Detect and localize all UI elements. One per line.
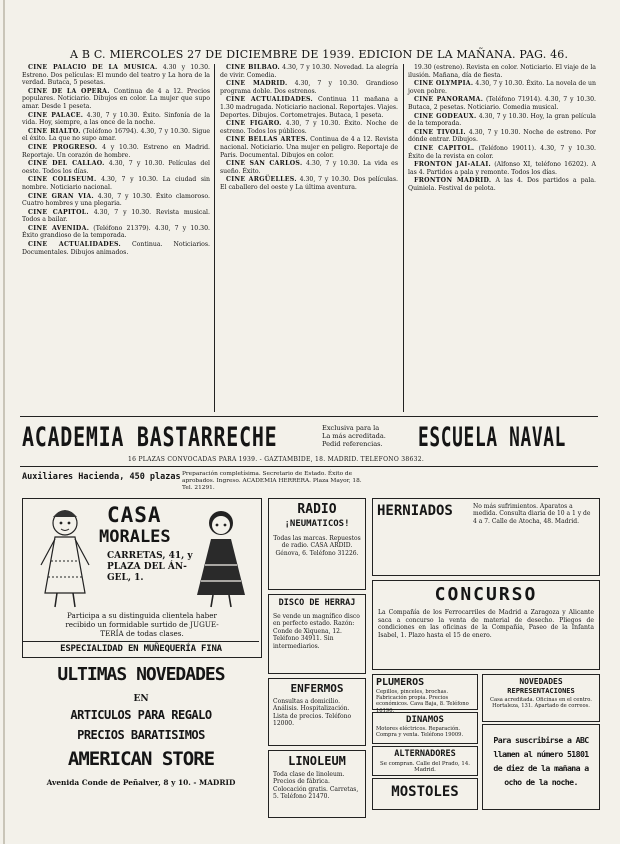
- listing-entry: [22, 209, 210, 224]
- listing-entry-title: FRONTON MADRID.: [414, 177, 492, 185]
- alternadores-title: ALTERNADORES: [394, 749, 456, 759]
- disco-title: DISCO DE HERRAJ: [278, 598, 356, 608]
- listing-entry-title: CINE ARGÜELLES.: [226, 176, 297, 184]
- listing-entry-title: CINE DEL CALLAO.: [28, 160, 105, 168]
- ultimas-address: Avenida Conde de Peñalver, 8 y 10. - MADRID: [46, 778, 236, 787]
- listing-entry-text: 4.30, 7 y 10.30. Dos películas. El caballero del oeste y La última aventura.: [220, 176, 398, 191]
- mostoles-ad: [372, 778, 478, 810]
- mostoles-title: MOSTOLES: [391, 784, 459, 800]
- listing-entry: [220, 64, 398, 79]
- listing-entry: [408, 80, 596, 95]
- listing-entry: [220, 176, 398, 191]
- ultimas-line-5: AMERICAN STORE: [67, 748, 215, 770]
- listing-entry-title: CINE ACTUALIDADES.: [226, 96, 313, 104]
- listing-entry: [408, 113, 596, 128]
- ultimas-line-2: EN: [133, 694, 149, 704]
- listings-column-1: [22, 64, 210, 412]
- column-divider: [214, 64, 215, 412]
- academia-mid-line: La más acreditada.: [322, 432, 386, 440]
- listing-entry-title: CINE BELLAS ARTES.: [226, 136, 308, 144]
- listing-entry: [408, 161, 596, 176]
- listing-entry-text: 4.30, 7 y 10.30. Grandioso programa doble. Dos estrenos.: [220, 80, 399, 95]
- listing-entry-title: CINE BILBAO.: [226, 64, 280, 71]
- listing-entry: [408, 145, 596, 160]
- suscripcion-line: Para suscribirse a ABC: [493, 735, 589, 745]
- novedades-text: Casa acreditada. Oficinas en el centro. Hortaleza, 131. Apartado de correos.: [490, 697, 592, 710]
- listing-entry-title: CINE CAPITOL.: [28, 208, 89, 216]
- listing-entry-title: CINE AVENIDA.: [28, 224, 90, 232]
- listing-entry-text: 4.30, 7 y 10.30. Éxito. Sinfonía de la vida. Hoy, siempre, a las once de la noche.: [22, 111, 211, 127]
- dinamos-text: Motores eléctricos. Reparación. Compra y venta. Teléfono 19009.: [376, 726, 464, 739]
- listing-entry: [22, 160, 210, 175]
- casa-morales-title-1: CASA: [107, 503, 162, 527]
- linoleum-ad: [268, 750, 366, 818]
- listing-entry-title: FRONTON JAI-ALAI.: [414, 161, 491, 169]
- address-line: CARRETAS, 41, y: [107, 551, 193, 561]
- casa-morales-ad: [22, 498, 262, 658]
- radio-title: RADIO: [297, 502, 337, 517]
- listing-entry-text: Continua. Noticiarios. Documentales. Dibujos animados.: [22, 241, 210, 256]
- alternadores-text: Se compran. Calle del Prado, 14. Madrid.: [380, 761, 470, 774]
- listing-entry: [22, 112, 210, 127]
- listing-entry-text: 4.30, 7 y 10.30. Éxito. La novela de un joven pobre.: [408, 80, 597, 95]
- academia-mid: [322, 424, 422, 448]
- linoleum-title: LINOLEUM: [288, 754, 346, 768]
- herniados-text: No más sufrimientos. Aparatos a medida. Consulta diaria de 10 a 1 y de 4 a 7. Calle de Atocha, 48. Madrid.: [473, 503, 591, 525]
- address-line: GEL, 1.: [107, 573, 144, 583]
- listing-entry-title: CINE PANORAMA.: [414, 96, 484, 104]
- listing-entry: [220, 80, 398, 95]
- dinamos-title: DINAMOS: [406, 715, 444, 725]
- listing-entry-title: CINE FIGARO.: [226, 120, 282, 128]
- novedades-title-2: REPRESENTACIONES: [507, 687, 575, 695]
- disco-text: Se vende un magnífico disco en perfecto estado. Razón: Conde de Xiquena, 12. Teléfono 34911. Sin intermediarios.: [273, 613, 360, 650]
- listing-entry: [220, 96, 398, 119]
- ultimas-line-3: ARTICULOS PARA REGALO: [70, 708, 212, 722]
- casa-morales-address: [107, 551, 193, 584]
- listings-column-2: [220, 64, 398, 412]
- listing-entry: [22, 88, 210, 111]
- listing-entry-title: CINE COLISEUM.: [28, 176, 97, 184]
- column-divider: [403, 64, 404, 412]
- concurso-title: CONCURSO: [434, 584, 538, 605]
- listing-entry-title: CINE ACTUALIDADES.: [28, 241, 121, 249]
- radio-ad: [268, 498, 366, 590]
- herniados-title: HERNIADOS: [377, 503, 453, 519]
- listing-entry-text: Continua de 4 a 12. Revista nacional. Noticiario. Una mujer en peligro. Reportaje de Paris. Documental. Dibujos en color.: [220, 136, 399, 159]
- listing-entry-text: 4.30, 7 y 10.30. Noche de estreno. Por dónde entrar. Dibujos.: [408, 128, 597, 144]
- listing-entry: [22, 144, 210, 159]
- listing-entry: [408, 177, 596, 192]
- listing-entry-text: 4.30, 7 y 10.30. Hoy, la gran película de la temporada.: [408, 112, 596, 128]
- listing-entry-text: 4.30, 7 y 10.30. Películas del oeste. Todos los días.: [22, 160, 211, 175]
- listing-entry-title: CINE PROGRESO.: [28, 143, 98, 151]
- listing-entry-text: 4.30 y 10.30. Estreno. Dos películas: El mundo del teatro y La hora de la verdad. Butaca, 5 pesetas.: [22, 64, 211, 87]
- listings-column-3: [408, 64, 596, 412]
- academia-subline: 16 PLAZAS CONVOCADAS PARA 1939. - GAZTAMBIDE, 18. MADRID. TELEFONO 38632.: [128, 456, 425, 463]
- page-edge-shadow: [3, 0, 5, 844]
- address-line: PLAZA DEL ÁN-: [107, 562, 187, 572]
- text-line: TERÍA de todas clases.: [100, 629, 184, 638]
- listing-entry-text: (Alfonso XI, teléfono 16202). A las 4. Partidos a pala y remonte. Todos los días.: [408, 161, 596, 176]
- listing-entry-text: 4.30, 7 y 10.30. Revista musical. Todos a bailar.: [22, 208, 210, 224]
- listing-entry-text: 4 y 10.30. Estreno en Madrid. Reportaje. Un corazón de hombre.: [22, 143, 211, 159]
- listing-entry: [22, 128, 210, 143]
- auxiliares-title: Auxiliares Hacienda, 450 plazas: [22, 472, 181, 482]
- linoleum-text: Toda clase de linoleum. Precios de fábrica. Colocación gratis. Carretas, 5. Teléfono 21470.: [273, 771, 359, 801]
- text-line: recibido un formidable surtido de JUGUE-: [65, 620, 219, 629]
- enfermos-text: Consultas a domicilio. Análisis. Hospitalización. Lista de precios. Teléfono 12000.: [273, 698, 352, 728]
- listing-entry: [22, 241, 210, 256]
- auxiliares-text: Preparación completísima. Secretario de Estado. Éxito de aprobados. Ingreso. ACADEMIA HERRERA. Plaza Mayor, 18. Tel. 21291.: [182, 471, 362, 491]
- listing-entry: [220, 120, 398, 135]
- doll-illustration-left: [37, 505, 93, 609]
- listing-entry: [408, 129, 596, 144]
- academia-mid-line: Exclusiva para la: [322, 424, 380, 432]
- listing-entry: [220, 136, 398, 159]
- listing-entry-text: Continua 11 mañana a 1.30 madrugada. Noticiario nacional. Reportajes. Viajes. Deportes. Dibujos. Cortometrajes. Butaca, 1 peseta.: [220, 96, 399, 119]
- american-store-ad: [22, 662, 260, 816]
- listing-entry-title: CINE OLYMPIA.: [414, 80, 474, 88]
- casa-morales-text: [29, 611, 255, 638]
- listing-entry: [22, 225, 210, 240]
- escuela-naval-title: ESCUELA NAVAL: [418, 422, 567, 453]
- disco-ad: [268, 594, 366, 674]
- ultimas-line-4: PRECIOS BARATISIMOS: [77, 728, 205, 742]
- listing-entry: [22, 193, 210, 208]
- listing-entry: [408, 64, 596, 79]
- enfermos-ad: [268, 678, 366, 746]
- section-divider: [20, 416, 598, 417]
- casa-morales-title-2: MORALES: [99, 527, 171, 547]
- listing-entry-text: (Teléfono 71914). 4.30, 7 y 10.30. Butaca, 2 pesetas. Noticiario. Comedia musical.: [408, 96, 597, 111]
- listing-entry-title: CINE DE LA OPERA.: [28, 87, 110, 95]
- section-divider: [20, 466, 598, 467]
- listing-entry-text: 4.30, 7 y 10.30. La ciudad sin nombre. Noticiario nacional.: [22, 176, 210, 191]
- listing-entry-text: (Teléfono 19011). 4.30, 7 y 10.30. Éxito de la revista en color.: [408, 144, 596, 160]
- concurso-text: La Compañía de los Ferrocarriles de Madrid a Zaragoza y Alicante saca a concurso la venta de material de desecho. Pliegos de condiciones en las oficinas de la Compañía, Paseo de la Infanta Isabel, 1. Plazo hasta el 15 de enero.: [378, 609, 594, 639]
- listing-entry-title: CINE GODEAUX.: [414, 112, 477, 120]
- text-line: Participa a su distinguida clientela haber: [67, 611, 217, 620]
- listing-entry-text: 4.30, 7 y 10.30. La vida es sueño. Éxito.: [220, 160, 399, 175]
- academia-mid-line: Pedid referencias.: [322, 440, 383, 448]
- novedades-ad: [482, 674, 600, 722]
- listing-entry-text: (Teléfono 16794). 4.30, 7 y 10.30. Sigue el éxito. La que no supo amar.: [22, 127, 211, 143]
- listing-entry-text: 4.30, 7 y 10.30. Éxito clamoroso. Cuatro hombres y una plegaria.: [22, 192, 210, 208]
- listing-entry-title: CINE PALACE.: [28, 111, 84, 119]
- listing-entry: [22, 64, 210, 87]
- listing-entry-text: 4.30, 7 y 10.30. Novedad. La alegría de vivir. Comedia.: [220, 64, 399, 79]
- herniados-ad: [372, 498, 600, 576]
- listing-entry-text: Continua de 4 a 12. Precios populares. Noticiario. Dibujos en color. La mujer que supo amar. Desde 1 peseta.: [22, 87, 211, 110]
- listing-entry-title: CINE MADRID.: [226, 80, 288, 88]
- listing-entry-text: (Teléfono 21379). 4.30, 7 y 10.30. Éxito grandioso de la temporada.: [22, 224, 210, 240]
- enfermos-title: ENFERMOS: [290, 682, 344, 695]
- alternadores-ad: [372, 746, 478, 776]
- casa-morales-banner: ESPECIALIDAD EN MUÑEQUERÍA FINA: [23, 641, 259, 657]
- listing-entry-title: CINE GRAN VIA.: [28, 192, 94, 200]
- plumeros-ad: [372, 674, 478, 714]
- doll-illustration-right: [191, 505, 251, 609]
- listing-entry-title: CINE SAN CARLOS.: [226, 160, 303, 168]
- listing-entry: [22, 176, 210, 191]
- radio-text: Todas las marcas. Repuestos de radio. CASA ARDID. Génova, 6. Teléfono 31226.: [273, 535, 361, 557]
- concurso-ad: [372, 580, 600, 670]
- listing-entry-title: CINE PALACIO DE LA MUSICA.: [28, 64, 158, 71]
- listing-entry-text: 19.30 (estreno). Revista en color. Noticiario. El viaje de la ilusión. Mañana, día de fiesta.: [408, 64, 596, 79]
- listing-entry-title: CINE CAPITOL.: [414, 144, 475, 152]
- novedades-title-1: NOVEDADES: [519, 677, 563, 686]
- listing-entry-title: CINE RIALTO.: [28, 127, 81, 135]
- page-header: A B C. MIERCOLES 27 DE DICIEMBRE DE 1939. EDICION DE LA MAÑANA. PAG. 46.: [70, 48, 569, 61]
- suscripcion-line: llamen al número 51801: [493, 749, 589, 759]
- academia-title: ACADEMIA BASTARRECHE: [22, 422, 278, 453]
- listing-entry-title: CINE TIVOLI.: [414, 128, 466, 136]
- suscripcion-text: [485, 733, 597, 789]
- plumeros-text: Cepillos, pinceles, brochas. Fabricación propia. Precios económicos. Cava Baja, 8. Teléfono 16190.: [376, 689, 469, 714]
- listing-entry-text: 4.30, 7 y 10.30. Éxito. Noche de estreno. Todos los públicos.: [220, 120, 399, 135]
- listing-entry: [408, 96, 596, 111]
- dinamos-ad: [372, 712, 478, 744]
- listing-entry-text: A las 4. Dos partidos a pala. Quiniela. Festival de pelota.: [408, 177, 596, 192]
- ultimas-line-1: ULTIMAS NOVEDADES: [57, 664, 225, 685]
- auxiliares-ad: [22, 470, 362, 492]
- plumeros-title: PLUMEROS: [376, 677, 425, 688]
- listing-entry: [220, 160, 398, 175]
- suscripcion-line: de diez de la mañana a: [493, 763, 589, 773]
- suscripcion-ad: [482, 724, 600, 810]
- radio-sub: ¡NEUMATICOS!: [284, 519, 350, 529]
- suscripcion-line: ocho de la noche.: [504, 777, 578, 787]
